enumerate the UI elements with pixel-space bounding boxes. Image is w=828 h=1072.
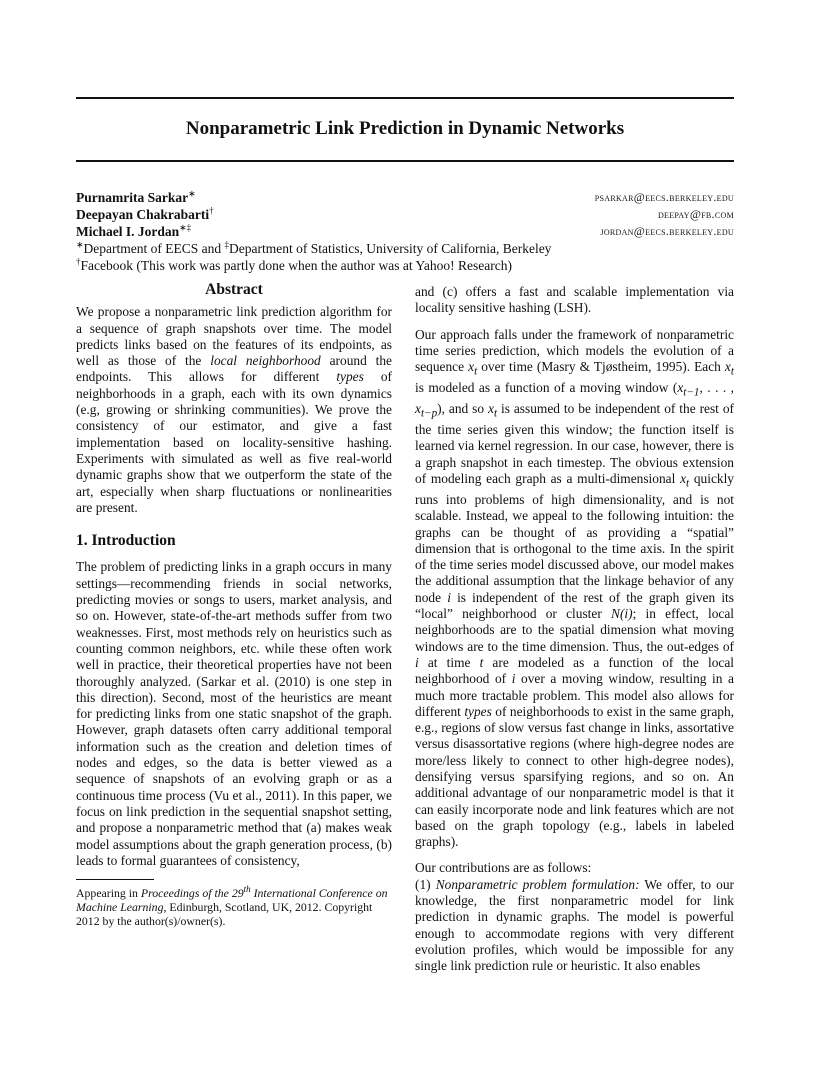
math-sub: t−1 <box>683 386 700 399</box>
author-email: deepay@fb.com <box>657 207 734 221</box>
abstract-heading: Abstract <box>205 281 263 298</box>
math-var: x <box>415 401 421 417</box>
affiliation-line-2 <box>76 257 734 274</box>
math-var: x <box>468 359 475 375</box>
item-number: (1) <box>415 876 436 892</box>
author-mark: ∗ <box>188 188 196 199</box>
title-bottom-rule <box>76 160 734 162</box>
body-text: , . . . , <box>699 380 734 396</box>
footnote-text: Appearing in <box>76 886 141 901</box>
affil-mark: ∗ <box>76 239 84 250</box>
math-var: x <box>677 380 684 396</box>
contributions-heading: Our contributions are as follows: <box>415 860 592 876</box>
body-text: is modeled as a function of a moving window ( <box>415 380 678 396</box>
abstract-text: around the endpoints. This allows for different <box>76 353 392 385</box>
footnote-rule <box>76 879 154 880</box>
contribution-item-1 <box>415 877 734 975</box>
introduction-paragraph: The problem of predicting links in a graph occurs in many settings—recommending friends in social networks, predicting movies or songs to users, market analysis, and so on. However, state-of-the-art methods suffer from two weaknesses. First, most methods rely on heuristics such as counting common neighbors, etc. while these often work well in practice, their theoretical properties have not been thoroughly analyzed. (Sarkar et al. (2010) is one step in this direction). Second, most of the heuristics are meant for predicting links from one static snapshot of the graph. However, graph datasets often carry additional temporal information such as the creation and deletion times of nodes and edges, so the data is better viewed as a sequence of snapshots of an evolving graph or as a continuous time process (Vu et al., 2011). In this paper, we focus on link prediction in the sequential snapshot setting, and propose a nonparametric method that (a) makes weak model assumptions about the graph generation process, (b) leads to formal guarantees of consistency, <box>76 559 392 868</box>
math-var: i <box>415 654 419 670</box>
author-email: jordan@eecs.berkeley.edu <box>600 224 734 238</box>
author-mark: † <box>209 205 214 216</box>
math-var: x <box>488 401 494 417</box>
paper-title: Nonparametric Link Prediction in Dynamic Networks <box>185 118 625 139</box>
author-name: Deepayan Chakrabarti† <box>76 205 214 222</box>
math-var: i <box>511 671 516 687</box>
affil-mark: † <box>76 256 81 267</box>
body-text: is assumed to be independent of the rest of the time series given this window; the function itself is learned via kernel regression. In our case, however, there is a graph snapshot in each timestep. The obvious extension of modeling each graph as a multi-dimensional <box>415 401 734 486</box>
body-text: quickly runs into problems of high dimensionality, and is not scalable. Instead, we appeal to the following intuition: the graphs can be thought of as providing a “spatial” dimension that is orthogonal to the time axis. In the spirit of the time series model discussed above, our model makes the additional assumption that the linkage behavior of any node <box>415 470 735 605</box>
body-text: Our approach falls under the framework of nonparametric time series prediction, which models the evolution of a sequence <box>415 326 734 375</box>
affil-mark: ‡ <box>224 239 230 250</box>
affil-text: Department of EECS and <box>83 241 225 256</box>
continuation-paragraph: and (c) offers a fast and scalable implementation via locality sensitive hashing (LSH). <box>415 284 734 316</box>
body-text: are modeled as a function of the local neighborhood of <box>415 654 735 687</box>
right-column <box>415 284 734 975</box>
footnote-text: , Edinburgh, Scotland, UK, 2012. Copyright 2012 by the author(s)/owner(s). <box>76 900 373 929</box>
math-sub: t <box>730 365 734 378</box>
body-text: of neighborhoods to exist in the same graph, e.g., regions of slow versus fast change in links, assortative versus disassortative regions (where high-degree nodes are more/less likely to connect to other high-degree nodes), densifying versus sparsifying regions, and so on. An additional advantage of our nonparametric model is that it can easily incorporate node and link features which are not based on the graph topology (e.g., labels in labeled graphs). <box>415 703 735 850</box>
math-var: x <box>724 359 731 375</box>
author-row <box>76 189 734 206</box>
abstract-body <box>76 304 392 516</box>
left-column <box>76 282 392 928</box>
math-var: i <box>447 589 451 605</box>
body-text: over time (Masry & Tjøstheim, 1995). Each <box>477 359 725 375</box>
author-block <box>76 189 734 274</box>
abstract-text: We propose a nonparametric link prediction algorithm for a sequence of graph snapshots over time. The model predicts links based on the features of its endpoints, as well as those of the <box>76 304 392 369</box>
section-heading-introduction: 1. Introduction <box>76 532 176 550</box>
author-mark: ∗‡ <box>179 222 192 233</box>
math-var: t <box>479 654 484 670</box>
body-emphasis: types <box>464 703 492 719</box>
affil-text: Facebook (This work was partly done when the author was at Yahoo! Research) <box>80 258 513 273</box>
affil-text: Department of Statistics, University of California, Berkeley <box>229 241 552 256</box>
body-text: over a moving window, resulting in a much more tractable problem. This model also allows for different <box>415 671 734 719</box>
math-sub: t <box>474 365 478 378</box>
math-var: N(i) <box>611 606 633 622</box>
body-text: is independent of the rest of the graph given its “local” neighborhood or cluster <box>415 589 734 622</box>
item-title: Nonparametric problem formulation: <box>435 876 640 892</box>
body-text: at time <box>418 654 480 670</box>
approach-paragraph <box>415 327 734 851</box>
abstract-emphasis: local neighborhood <box>210 353 321 369</box>
item-text: We offer, to our knowledge, the first nonparametric model for link prediction in dynamic graphs. The model is powerful enough to accommodate regions with very different evolution profiles, which would be impossible for any single link prediction rule or heuristic. It also enables <box>415 876 735 974</box>
footnote-sup: th <box>243 884 251 895</box>
math-sub: t−p <box>420 407 438 420</box>
footnote-emphasis: International Conference on Machine Learning <box>76 886 388 915</box>
math-sub: t <box>493 407 498 420</box>
abstract-text: of neighborhoods in a graph, each with its own dynamics (e.g, growing or shrinking communities). We prove the consistency of our estimator, and give a fast implementation based on locality-sensitive hashing. Experiments with simulated as well as five real-world dynamic graphs show that we outperform the state of the art, especially when sharp fluctuations or nonlinearities are present. <box>76 369 392 515</box>
body-text: ; in effect, local neighborhoods are to the spatial dimension what moving windows are to the time dimension. Thus, the out-edges of <box>415 606 735 654</box>
footnote-emphasis: Proceedings of the 29 <box>140 886 244 901</box>
top-rule <box>76 97 734 99</box>
math-sub: t <box>686 477 690 490</box>
author-name: Purnamrita Sarkar∗ <box>76 188 196 205</box>
body-text: ), and so <box>437 401 489 417</box>
author-name: Michael I. Jordan∗‡ <box>76 222 192 239</box>
math-var: x <box>680 470 687 486</box>
footnote <box>76 886 392 928</box>
affiliation-line-1 <box>76 240 734 257</box>
author-email: psarkar@eecs.berkeley.edu <box>594 190 734 204</box>
author-row <box>76 223 734 240</box>
abstract-emphasis: types <box>336 369 364 385</box>
author-row <box>76 206 734 223</box>
